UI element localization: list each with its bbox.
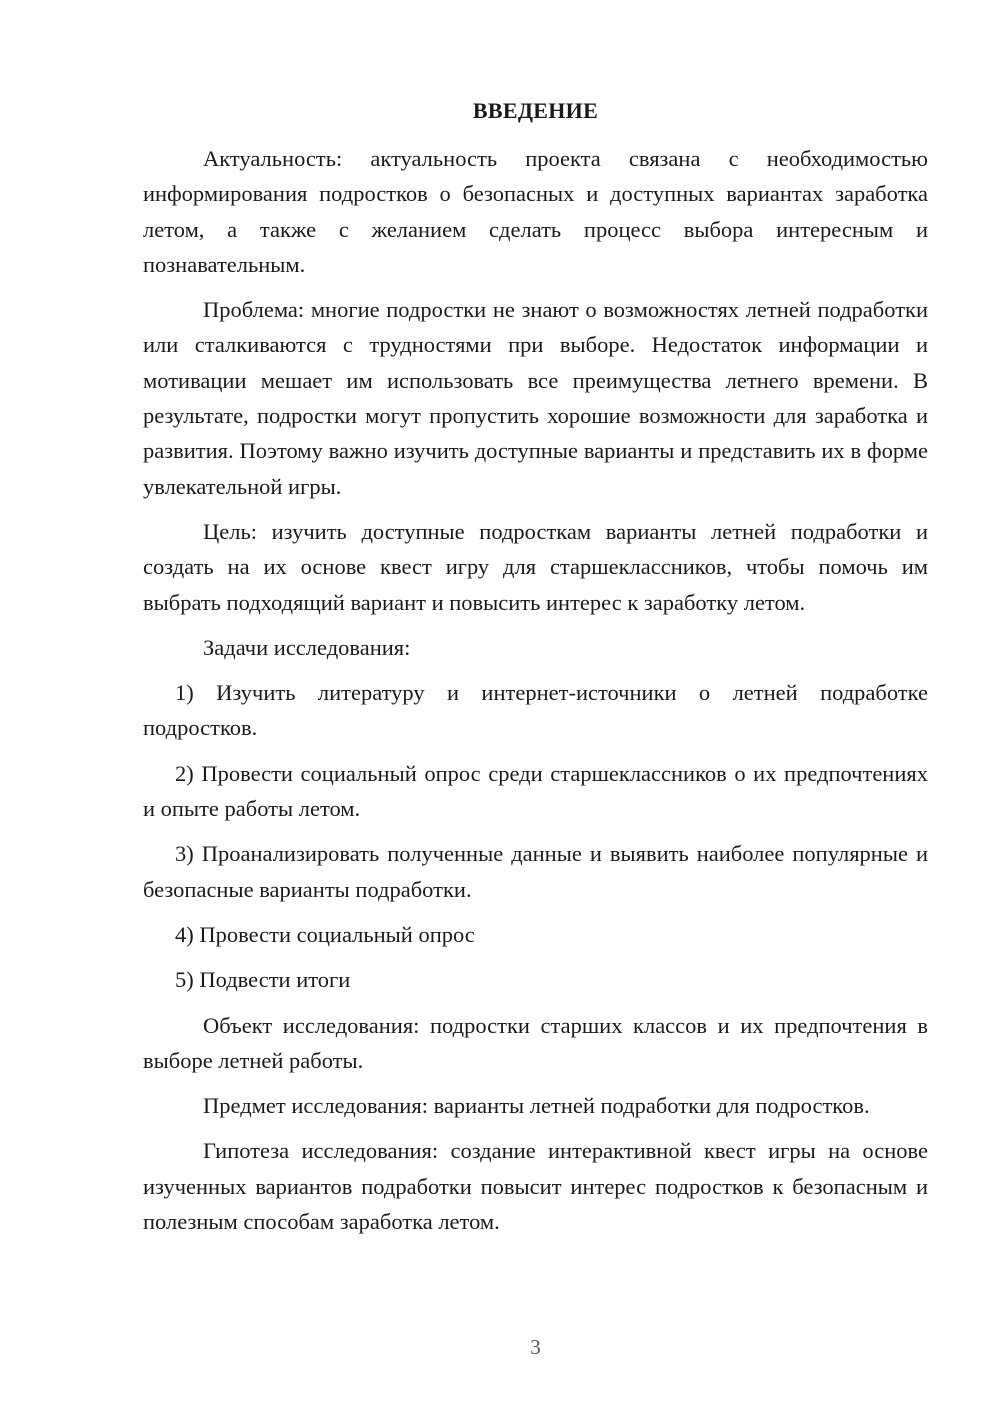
goal-paragraph: Цель: изучить доступные подросткам варианты летней подработки и создать на их основе квест игру для старшеклассников, чтобы помочь им выбрать подходящий вариант и повысить интерес к заработку летом. [143, 518, 928, 615]
task-item-4: 4) Провести социальный опрос [175, 921, 475, 947]
page-title: ВВЕДЕНИЕ [472, 98, 599, 123]
relevance-paragraph: Актуальность: актуальность проекта связана с необходимостью информирования подростков о безопасных и доступных вариантах заработка летом, а также с желанием сделать процесс выбора интересным и познавательным. [143, 146, 928, 277]
document-body [143, 141, 928, 1249]
task-item-5: 5) Подвести итоги [175, 967, 351, 993]
object-paragraph: Объект исследования: подростки старших классов и их предпочтения в выборе летней работы. [143, 1012, 928, 1073]
hypothesis-paragraph: Гипотеза исследования: создание интерактивной квест игры на основе изученных вариантов подработки повысит интерес подростков к безопасным и полезным способам заработка летом. [143, 1138, 928, 1235]
task-item-2: 2) Провести социальный опрос среди старшеклассников о их предпочтениях и опыте работы летом. [143, 760, 928, 822]
document-page [143, 0, 928, 1414]
page-number: 3 [530, 1335, 541, 1359]
problem-paragraph: Проблема: многие подростки не знают о возможностях летней подработки или сталкиваются с трудностями при выборе. Недостаток информации и мотивации мешает им использовать все преимущества летнего времени. В результате, подростки могут пропустить хорошие возможности для заработка и развития. Поэтому важно изучить доступные варианты и представить их в форме увлекательной игры. [143, 297, 928, 499]
task-item-3: 3) Проанализировать полученные данные и выявить наиболее популярные и безопасные варианты подработки. [143, 841, 928, 902]
task-item-1: 1) Изучить литературу и интернет-источники о летней подработке подростков. [143, 680, 928, 741]
subject-paragraph: Предмет исследования: варианты летней подработки для подростков. [203, 1093, 870, 1119]
tasks-heading: Задачи исследования: [203, 634, 411, 660]
